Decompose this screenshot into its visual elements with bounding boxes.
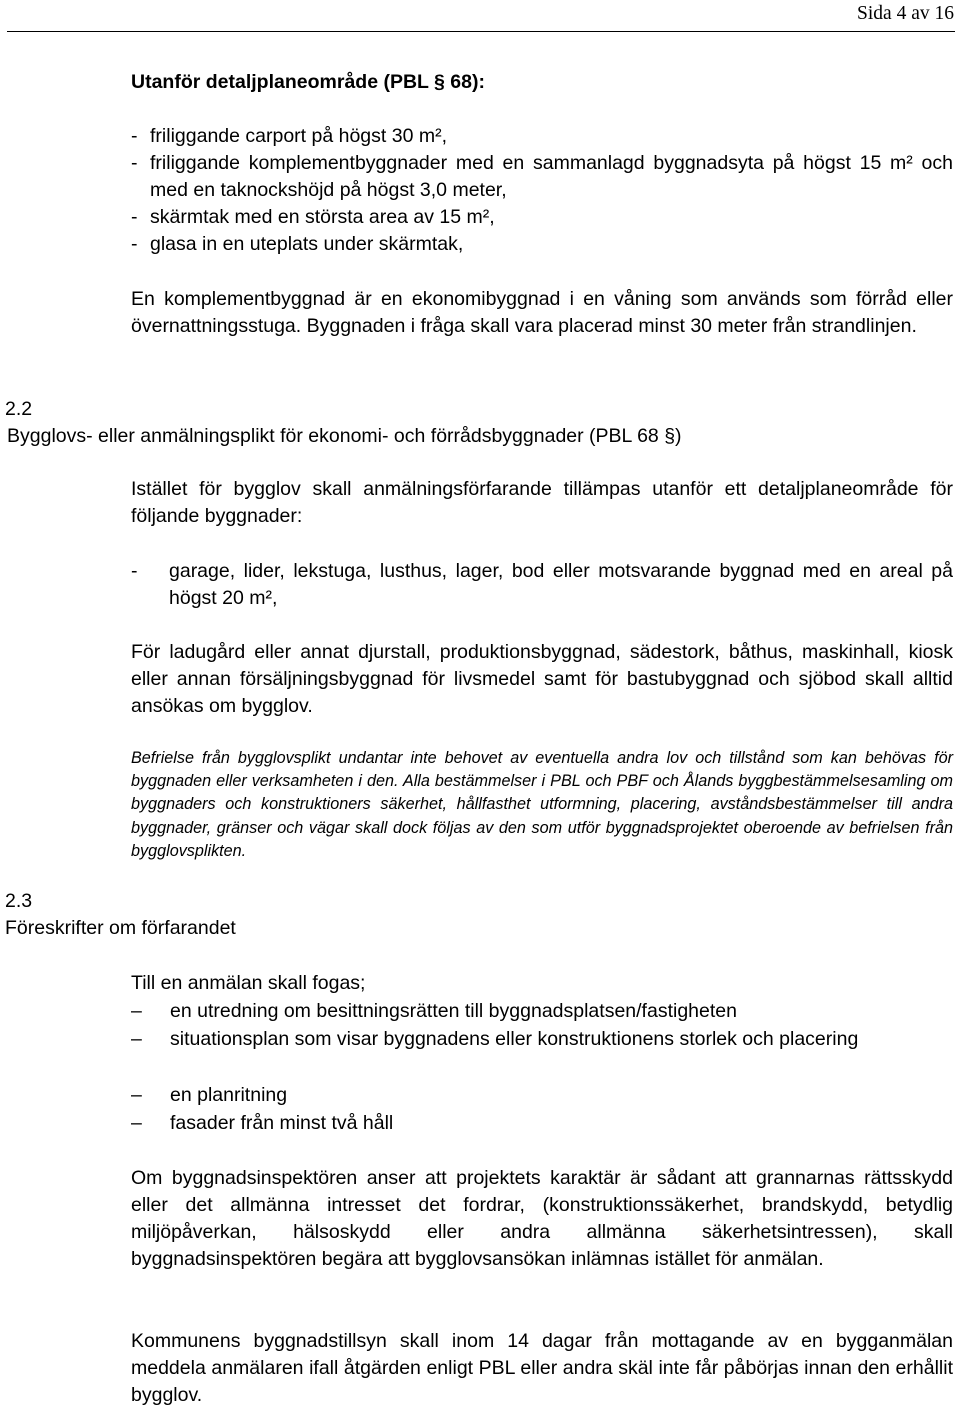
paragraph: Kommunens byggnadstillsyn skall inom 14 dagar från mottagande av en bygganmälan meddela anmälaren ifall åtgärden enligt PBL eller andra skäl inte får påbörjas innan den erhållit bygglov. (131, 1330, 953, 1406)
list-bullet: - (131, 125, 138, 147)
list-item-text: en utredning om besittningsrätten till byggnadsplatsen/fastigheten (170, 1000, 737, 1022)
section-title: Föreskrifter om förfarandet (5, 917, 236, 939)
list-item (131, 123, 953, 150)
list-item-text: fasader från minst två håll (170, 1112, 394, 1134)
list-bullet: – (131, 1000, 142, 1022)
paragraph: En komplementbyggnad är en ekonomibyggnad i en våning som används som förråd eller övernattningsstuga. Byggnaden i fråga skall vara placerad minst 30 meter från strandlinjen. (131, 288, 953, 337)
section-heading: Utanför detaljplaneområde (PBL § 68): (131, 71, 485, 93)
paragraph: Istället för bygglov skall anmälningsförfarande tillämpas utanför ett detaljplaneområde för följande byggnader: (131, 478, 953, 527)
list-item-text: skärmtak med en största area av 15 m², (150, 206, 495, 228)
page-number: Sida 4 av 16 (857, 3, 954, 24)
list-bullet: – (131, 1028, 142, 1050)
list-item (131, 231, 953, 258)
list-item-text: friliggande carport på högst 30 m², (150, 125, 447, 147)
list-item-text: glasa in en uteplats under skärmtak, (150, 233, 464, 255)
paragraph: Om byggnadsinspektören anser att projektets karaktär är sådant att grannarnas rättsskydd eller det allmänna intresset det fordrar, (konstruktionssäkerhet, brandskydd, betydlig miljöpåverkan, hälsoskydd eller andra allmänna säkerhetsintressen), skall byggnadsinspektören begära att bygglovsansökan inlämnas istället för anmälan. (131, 1167, 953, 1270)
section-title: Bygglovs- eller anmälningsplikt för ekonomi- och förrådsbyggnader (PBL 68 §) (7, 425, 682, 447)
section-number: 2.3 (5, 890, 33, 912)
list-item-text: friliggande komplementbyggnader med en sammanlagd byggnadsyta på högst 15 m² och med en taknockshöjd på högst 3,0 meter, (150, 152, 953, 201)
section-number: 2.2 (5, 398, 33, 420)
list-item-text: garage, lider, lekstuga, lusthus, lager, bod eller motsvarande byggnad med en areal på högst 20 m², (169, 560, 953, 609)
list-bullet: - (131, 206, 138, 228)
list-bullet: – (131, 1112, 142, 1134)
list-item (131, 558, 953, 612)
paragraph: För ladugård eller annat djurstall, produktionsbyggnad, sädestork, båthus, maskinhall, kiosk eller annan försäljningsbyggnad för livsmedel samt för bastubyggnad och sjöbod skall alltid ansökas om bygglov. (131, 641, 953, 717)
list-bullet: – (131, 1084, 142, 1106)
header-divider (7, 31, 955, 32)
list-item (131, 1026, 953, 1053)
list-item (131, 998, 953, 1025)
list-bullet: - (131, 233, 138, 255)
list-item (131, 1110, 953, 1137)
paragraph: Till en anmälan skall fogas; (131, 972, 366, 994)
list-item-text: situationsplan som visar byggnadens eller konstruktionens storlek och placering (170, 1028, 859, 1050)
list-item (131, 204, 953, 231)
list-item (131, 150, 953, 204)
list-bullet: - (131, 560, 138, 582)
note-paragraph: Befrielse från bygglovsplikt undantar inte behovet av eventuella andra lov och tillstånd som kan behövas för byggnaden eller verksamheten i den. Alla bestämmelser i PBL och PBF och Ålands byggbestämmelsesamling om byggnaders och konstruktioners säkerhet, hållfasthet utformning, placering, avståndsbestämmelser till andra byggnader, gränser och vägar skall dock följas av den som utför byggnadsprojektet oberoende av befrielsen från bygglovsplikten. (131, 749, 953, 860)
list-bullet: - (131, 152, 138, 174)
list-item (131, 1082, 953, 1109)
list-item-text: en planritning (170, 1084, 288, 1106)
